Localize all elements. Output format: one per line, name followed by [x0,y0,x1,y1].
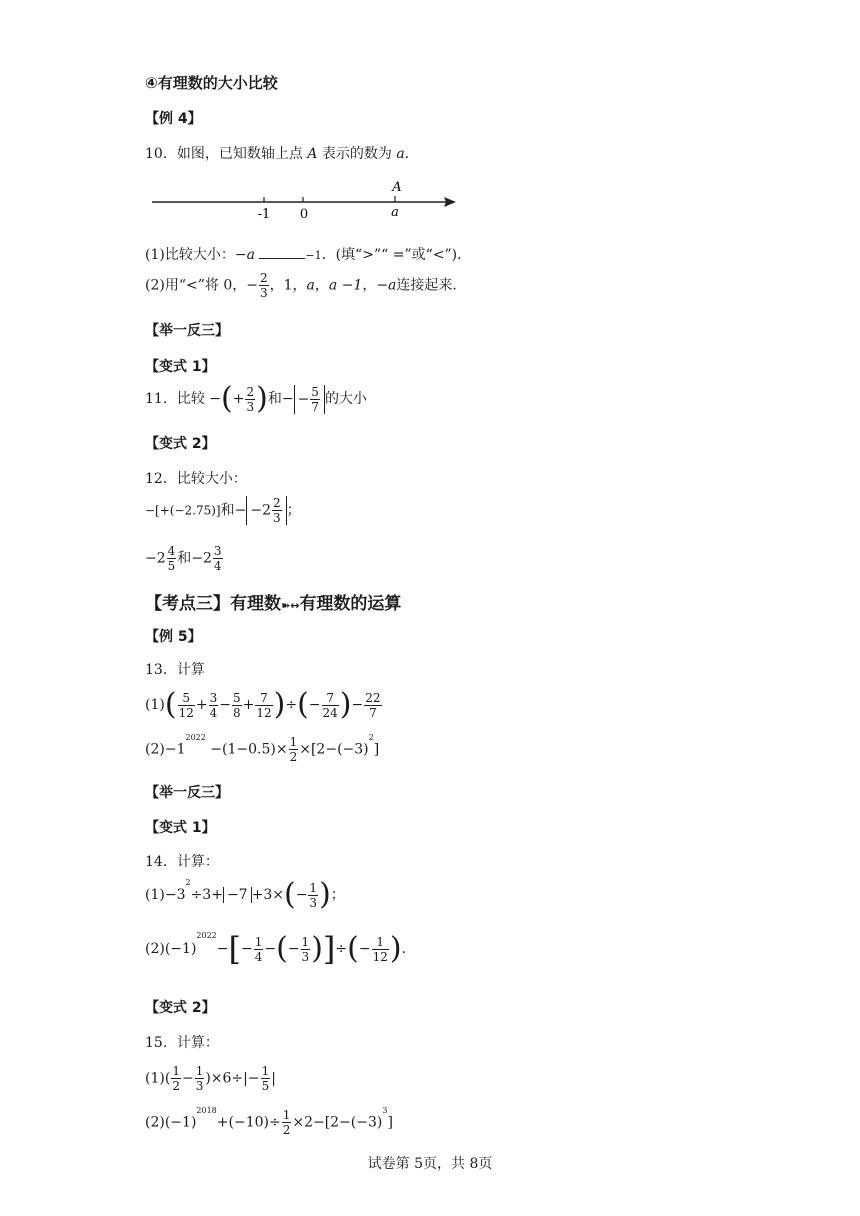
punct: ； [286,502,301,519]
fraction: $\frac{2}{3}$ [259,271,268,300]
expr: −a [234,247,255,263]
question-number: 11． [145,391,177,407]
question-number: 15． [145,1035,177,1051]
part-lead: (1) [145,1070,165,1087]
minus: − [281,391,294,407]
question-10 [145,143,419,163]
abs-value: − $\frac{5}{7}$ [294,385,325,414]
part-lead: (2) [145,941,165,957]
var-a: a [306,277,315,294]
question-text: 如图，已知数轴上点 [176,146,303,162]
tick-label-m1: -1 [257,207,271,222]
point-label-A: A [392,180,402,195]
fraction: $\frac{3}{4}$ [213,544,222,573]
q13-part1: (1)( $\frac{5}{12}$ + $\frac{3}{4}$ − $\frac{5}{8}$ + $\frac{7}{12}$ )÷(− $\frac{7}{24}$ )− $\frac{22}{7}$ [145,687,381,722]
part-lead: (1) [145,697,165,713]
question-15 [145,1032,219,1052]
variants-heading: 【举一反三】 [145,323,229,339]
minus: − [209,391,222,407]
question-number: 14． [145,854,177,870]
plus: + [232,391,245,407]
part-lead: (1)比较大小： [145,247,235,263]
tick-label-0: 0 [299,207,309,222]
q12-line2 [145,544,224,573]
part-lead: (1) [145,887,165,903]
variant-label: 【变式 2】 [145,1000,216,1016]
question-text: 计算： [176,854,219,870]
q14-part2: $(2)(-1)^{2022}-[-$ $\frac{1}{4}$ −(− $\frac{1}{3}$ )]÷(− $\frac{1}{12}$ )． [145,930,416,968]
conj: 和 [177,550,192,567]
number-line [148,176,468,224]
question-text: 比较大小： [176,471,247,487]
q10-part1 [145,244,471,264]
question-text: 计算 [176,662,205,678]
q12-line1 [145,496,301,525]
question-number: 10． [145,146,177,162]
topic-heading: 【考点三】有理数➽↔有理数的运算 [145,594,402,614]
punct: ． [404,146,419,162]
q15-part2: $(2)(-1)^{2018}+(-10)\div$ $\frac{1}{2}$ $\times 2-[2-(-3)^3]$ [145,1106,393,1137]
part-lead: (2) [145,1114,165,1131]
q13-part2: $(2)-1^{2022} -(1-0.5)\times$ $\frac{1}{2}$ $\times[2-(-3)^2]$ [145,733,380,764]
variant-label: 【变式 1】 [145,359,216,375]
example-label: 【例 4】 [145,111,202,127]
q14-part1: $(1)-3^2\div 3+ -7 +3\times(-$ $\frac{1}{3}$ )； [145,877,345,912]
double-arrow-icon: ➽↔ [281,599,300,612]
sep: ，1， [269,277,307,294]
section-title: ④有理数的大小比较 [145,74,278,92]
fraction: $\frac{4}{5}$ [167,544,176,573]
variants-heading: 【举一反三】 [145,785,229,801]
point-label-a: a [391,205,399,220]
question-number: 13． [145,662,177,678]
variant-label: 【变式 2】 [145,436,216,452]
question-text: 的大小 [324,391,367,407]
expr: −1 [305,249,322,262]
question-number: 12． [145,471,177,487]
sep: ， [362,277,377,294]
expr: −[+(−2.75)] [145,503,221,518]
var-a: a [396,146,405,162]
abs-value: −2 $\frac{2}{3}$ [246,496,286,525]
question-text: 表示的数为 [321,146,392,162]
conj: 和 [220,502,235,519]
part-lead: (2)用“<”将 0， [145,277,247,294]
question-13 [145,659,205,679]
var-A: A [307,146,318,162]
expr: −2 [145,550,166,567]
page-footer: 试卷第 5页，共 8页 [367,1156,493,1172]
expr: −a [376,277,397,294]
question-text: 计算： [176,1035,219,1051]
expr: −2 [191,550,212,567]
conj: 和 [267,391,282,407]
part-tail: ．(填“>”“ =”或“<”)． [321,247,472,263]
sep: ， [314,277,329,294]
minus: − [234,502,247,519]
q10-part2 [145,271,466,300]
variant-label: 【变式 1】 [145,820,216,836]
part-lead: (2) [145,741,165,758]
part-tail: 连接起来． [396,277,467,294]
question-12 [145,468,247,488]
example-label: 【例 5】 [145,629,202,645]
q15-part1: (1)( $\frac{1}{2}$ − $\frac{1}{3}$ )×6÷|− $\frac{1}{5}$ | [145,1064,276,1093]
minus: − [246,277,258,294]
expr: a −1 [328,277,363,294]
question-14 [145,851,219,871]
question-text: 比较 [176,391,205,407]
answer-blank[interactable] [259,246,305,259]
question-11: 11．比较 −(+ $\frac{2}{3}$ )和− − $\frac{5}{7}$ 的大小 [145,381,367,416]
fraction: $\frac{2}{3}$ [246,384,255,414]
